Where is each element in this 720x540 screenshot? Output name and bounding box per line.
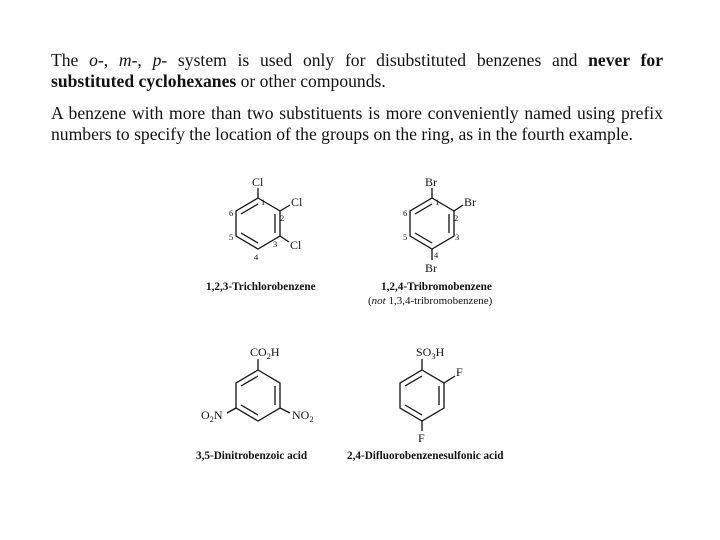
s2-position-1: 1 xyxy=(435,197,440,207)
caption-trichlorobenzene: 1,2,3-Trichlorobenzene xyxy=(206,281,316,293)
s1-substituent-1: Cl xyxy=(252,175,264,189)
italic-o: o xyxy=(89,50,98,70)
caption-tribromobenzene: 1,2,4-Tribromobenzene xyxy=(381,281,492,293)
s1-position-6: 6 xyxy=(229,208,234,218)
s2-position-2: 2 xyxy=(454,213,459,223)
s1-substituent-3: Cl xyxy=(290,238,302,252)
benzene-ring-2 xyxy=(410,198,454,249)
s2-position-5: 5 xyxy=(403,232,408,242)
s1-position-3: 3 xyxy=(273,239,278,249)
s1-position-2: 2 xyxy=(280,213,285,223)
s1-position-4: 4 xyxy=(254,252,259,262)
paragraph-prefix-numbers: A benzene with more than two substituents is more conveniently named using prefix numbers to specify the location of the groups on the ring, as in the fourth example. xyxy=(51,103,663,144)
s3-carboxyl-group: $CO_2H$ xyxy=(250,345,280,361)
s2-substituent-1: Br xyxy=(425,175,437,189)
caption-dinitrobenzoic-acid: 3,5-Dinitrobenzoic acid xyxy=(196,450,308,462)
bold-emphasis: never for substituted cyclohexanes xyxy=(51,50,663,91)
caption-difluorobenzenesulfonic-acid: 2,4-Difluorobenzenesulfonic acid xyxy=(347,450,504,462)
s4-fluoro-2: F xyxy=(456,365,463,379)
italic-p: p xyxy=(152,50,162,70)
s1-position-1: 1 xyxy=(261,197,266,207)
s3-nitro-right: $NO_2$ xyxy=(292,408,314,424)
paragraph-ortho-meta-para: The o-, m-, p- system is used only for disubstituted benzenes and never for substituted cyclohexanes or other compounds. xyxy=(51,50,663,91)
s3-nitro-left: $O_2N$ xyxy=(201,408,223,424)
s4-sulfonic-group: $SO_3H$ xyxy=(416,345,445,361)
s2-position-4: 4 xyxy=(434,250,439,260)
s1-substituent-2: Cl xyxy=(291,195,303,209)
s2-position-3: 3 xyxy=(455,232,460,242)
s2-substituent-4: Br xyxy=(425,261,437,275)
s2-position-6: 6 xyxy=(403,208,408,218)
benzene-ring-3 xyxy=(236,370,280,421)
caption-tribromobenzene-note: (not 1,3,4-tribromobenzene) xyxy=(368,295,493,307)
s1-position-5: 5 xyxy=(229,232,234,242)
s4-fluoro-4: F xyxy=(418,431,425,445)
benzene-ring-4 xyxy=(400,370,444,421)
italic-m: m xyxy=(118,50,132,70)
s2-substituent-2: Br xyxy=(464,195,476,209)
